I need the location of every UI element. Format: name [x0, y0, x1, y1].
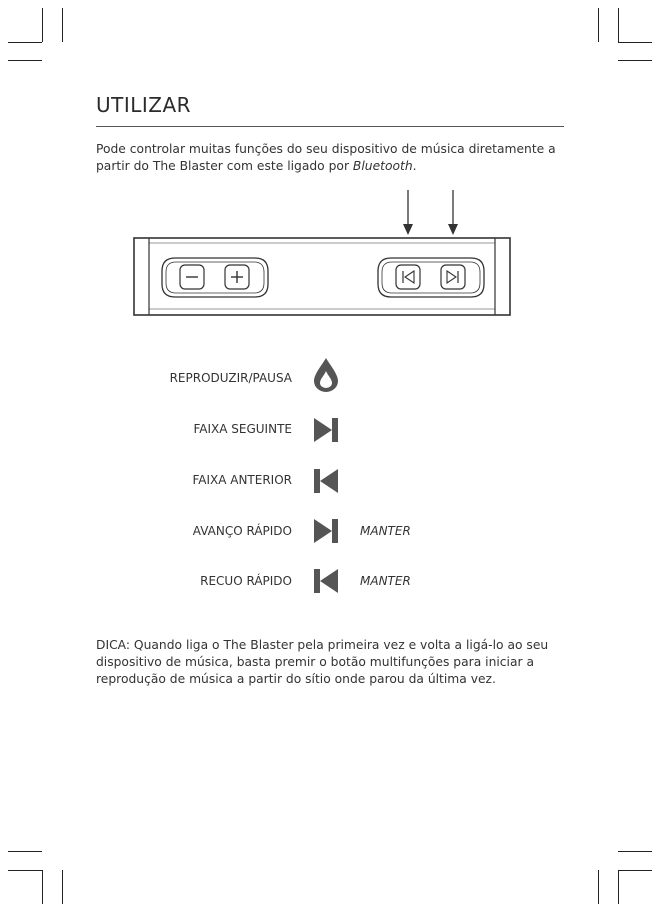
crop-mark	[618, 851, 652, 852]
control-label: REPRODUZIR/PAUSA	[169, 371, 292, 385]
page-title: UTILIZAR	[96, 93, 192, 117]
previous-track-icon	[313, 468, 339, 494]
hold-note: MANTER	[360, 574, 411, 588]
crop-mark	[598, 870, 599, 904]
crop-mark	[62, 870, 63, 904]
tip-paragraph: DICA: Quando liga o The Blaster pela primeira vez e volta a ligá-lo ao seu dispositivo de música, basta premir o botão multifunções para iniciar a reprodução de música a partir do sítio onde parou da última vez.	[96, 638, 549, 686]
hold-note: MANTER	[360, 524, 411, 538]
control-label: AVANÇO RÁPIDO	[192, 524, 292, 538]
crop-mark	[618, 870, 619, 904]
crop-mark	[618, 870, 652, 871]
control-label: FAIXA ANTERIOR	[192, 473, 292, 487]
control-label: RECUO RÁPIDO	[200, 574, 292, 588]
play-pause-drop-icon	[313, 357, 339, 393]
speaker-diagram	[0, 0, 660, 340]
intro-italic: Bluetooth	[352, 159, 413, 173]
control-label: FAIXA SEGUINTE	[193, 422, 292, 436]
fast-forward-icon	[313, 518, 339, 544]
intro-text: Pode controlar muitas funções do seu dispositivo de música diretamente a partir do The Blaster com este ligado por	[96, 142, 556, 173]
next-track-icon	[313, 417, 339, 443]
intro-end: .	[412, 159, 417, 173]
crop-mark	[8, 870, 42, 871]
crop-mark	[8, 851, 42, 852]
rewind-icon	[313, 568, 339, 594]
crop-mark	[42, 870, 43, 904]
